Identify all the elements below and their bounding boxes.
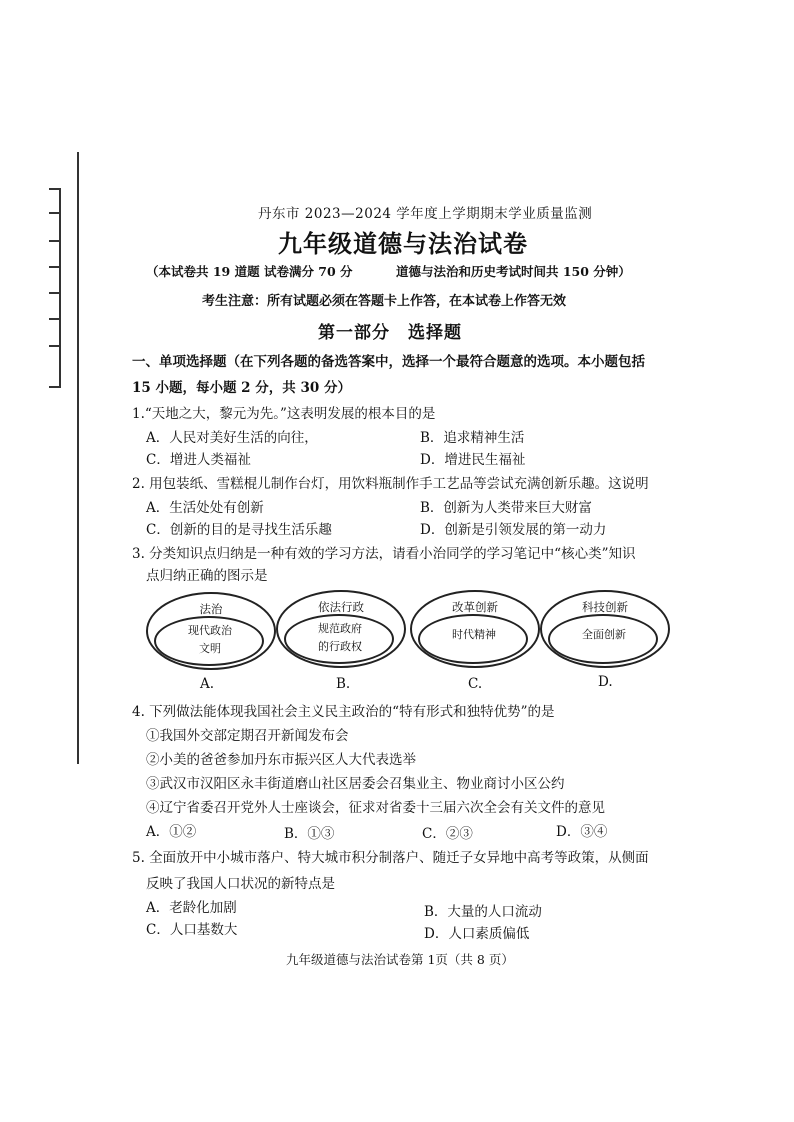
- section-heading: 一、单项选择题（在下列各题的备选答案中，选择一个最符合题意的选项。本小题包括: [132, 354, 645, 370]
- question-4-option-b: B．①③: [284, 826, 335, 842]
- binding-tick: [49, 240, 59, 242]
- binding-tick: [49, 266, 59, 268]
- diagram-c-inner-label: 时代精神: [452, 628, 496, 641]
- question-1-option-d: D．增进民生福祉: [420, 452, 526, 468]
- question-4-item-1: ①我国外交部定期召开新闻发布会: [146, 728, 349, 744]
- diagram-a-letter: A.: [200, 676, 215, 692]
- question-1-option-b: B．追求精神生活: [420, 430, 525, 446]
- diagram-a-inner-line-2: 文明: [199, 642, 221, 655]
- question-5-stem-cont: 反映了我国人口状况的新特点是: [146, 876, 335, 892]
- question-3-stem: 3. 分类知识点归纳是一种有效的学习方法，请看小治同学的学习笔记中“核心类”知识: [132, 546, 636, 562]
- diagram-c-letter: C.: [468, 676, 483, 692]
- diagram-b-letter: B.: [336, 676, 351, 692]
- question-1-option-c: C．增进人类福祉: [146, 452, 251, 468]
- question-5-option-a: A．老龄化加剧: [146, 900, 237, 916]
- question-4-item-4: ④辽宁省委召开党外人士座谈会，征求对省委十三届六次全会有关文件的意见: [146, 800, 605, 816]
- diagram-d-inner-label: 全面创新: [582, 628, 626, 641]
- diagram-b-inner-label: [288, 620, 392, 656]
- binding-line: [77, 152, 79, 764]
- question-2-option-c: C．创新的目的是寻找生活乐趣: [146, 522, 332, 538]
- diagram-d-letter: D.: [598, 674, 613, 690]
- exam-info-left: （本试卷共 19 道题 试卷满分 70 分: [146, 264, 353, 279]
- part-title: 第一部分 选择题: [318, 323, 462, 343]
- diagram-c-outer-label: 改革创新: [452, 600, 498, 614]
- question-2-option-d: D．创新是引领发展的第一动力: [420, 522, 607, 538]
- question-2-stem: 2. 用包装纸、雪糕棍儿制作台灯，用饮料瓶制作手工艺品等尝试充满创新乐趣。这说明: [132, 476, 649, 492]
- diagram-a: [146, 592, 274, 668]
- question-4-option-d: D．③④: [556, 824, 608, 840]
- binding-tick: [49, 212, 59, 214]
- section-heading-cont: 15 小题，每小题 2 分，共 30 分）: [132, 380, 351, 396]
- question-5-option-b: B．大量的人口流动: [424, 904, 542, 920]
- question-4-option-a: A．①②: [146, 824, 197, 840]
- question-5-option-d: D．人口素质偏低: [424, 926, 530, 942]
- diagram-b-outer-label: 依法行政: [318, 600, 364, 614]
- diagram-b-inner-line-2: 的行政权: [318, 640, 362, 653]
- question-2-option-b: B．创新为人类带来巨大财富: [420, 500, 592, 516]
- diagram-b-inner-line-1: 规范政府: [318, 622, 362, 635]
- binding-tick: [49, 188, 59, 190]
- question-1-stem: 1.“天地之大，黎元为先。”这表明发展的根本目的是: [132, 406, 436, 422]
- diagram-c: [410, 590, 538, 666]
- exam-title: 九年级道德与法治试卷: [278, 229, 528, 258]
- question-4-item-3: ③武汉市汉阳区永丰街道磨山社区居委会召集业主、物业商讨小区公约: [146, 776, 565, 792]
- binding-tick: [49, 345, 59, 347]
- binding-bracket: [49, 188, 61, 388]
- question-2-option-a: A．生活处处有创新: [146, 500, 264, 516]
- exam-subtitle: 丹东市 2023—2024 学年度上学期期末学业质量监测: [258, 206, 593, 222]
- diagram-d-outer-label: 科技创新: [582, 600, 628, 614]
- page-footer: 九年级道德与法治试卷第 1页（共 8 页）: [286, 952, 514, 967]
- question-1-option-a: A．人民对美好生活的向往，: [146, 430, 318, 446]
- diagram-b: [276, 590, 404, 666]
- diagram-a-inner-line-1: 现代政治: [188, 624, 232, 637]
- exam-info-right: 道德与法治和历史考试时间共 150 分钟）: [396, 264, 631, 279]
- binding-tick: [49, 292, 59, 294]
- exam-notice: 考生注意：所有试题必须在答题卡上作答，在本试卷上作答无效: [202, 294, 567, 309]
- diagram-a-outer-label: 法治: [199, 602, 223, 616]
- question-4-option-c: C．②③: [422, 826, 473, 842]
- binding-tick: [49, 318, 59, 320]
- question-4-item-2: ②小美的爸爸参加丹东市振兴区人大代表选举: [146, 752, 416, 768]
- question-5-stem: 5. 全面放开中小城市落户、特大城市积分制落户、随迁子女异地中高考等政策，从侧面: [132, 850, 649, 866]
- question-4-stem: 4. 下列做法能体现我国社会主义民主政治的“特有形式和独特优势”的是: [132, 704, 555, 720]
- binding-tick: [49, 386, 59, 388]
- question-3-stem-cont: 点归纳正确的图示是: [146, 568, 268, 584]
- diagram-d: [540, 590, 668, 666]
- diagram-a-inner-label: [158, 622, 262, 658]
- question-5-option-c: C．人口基数大: [146, 922, 238, 938]
